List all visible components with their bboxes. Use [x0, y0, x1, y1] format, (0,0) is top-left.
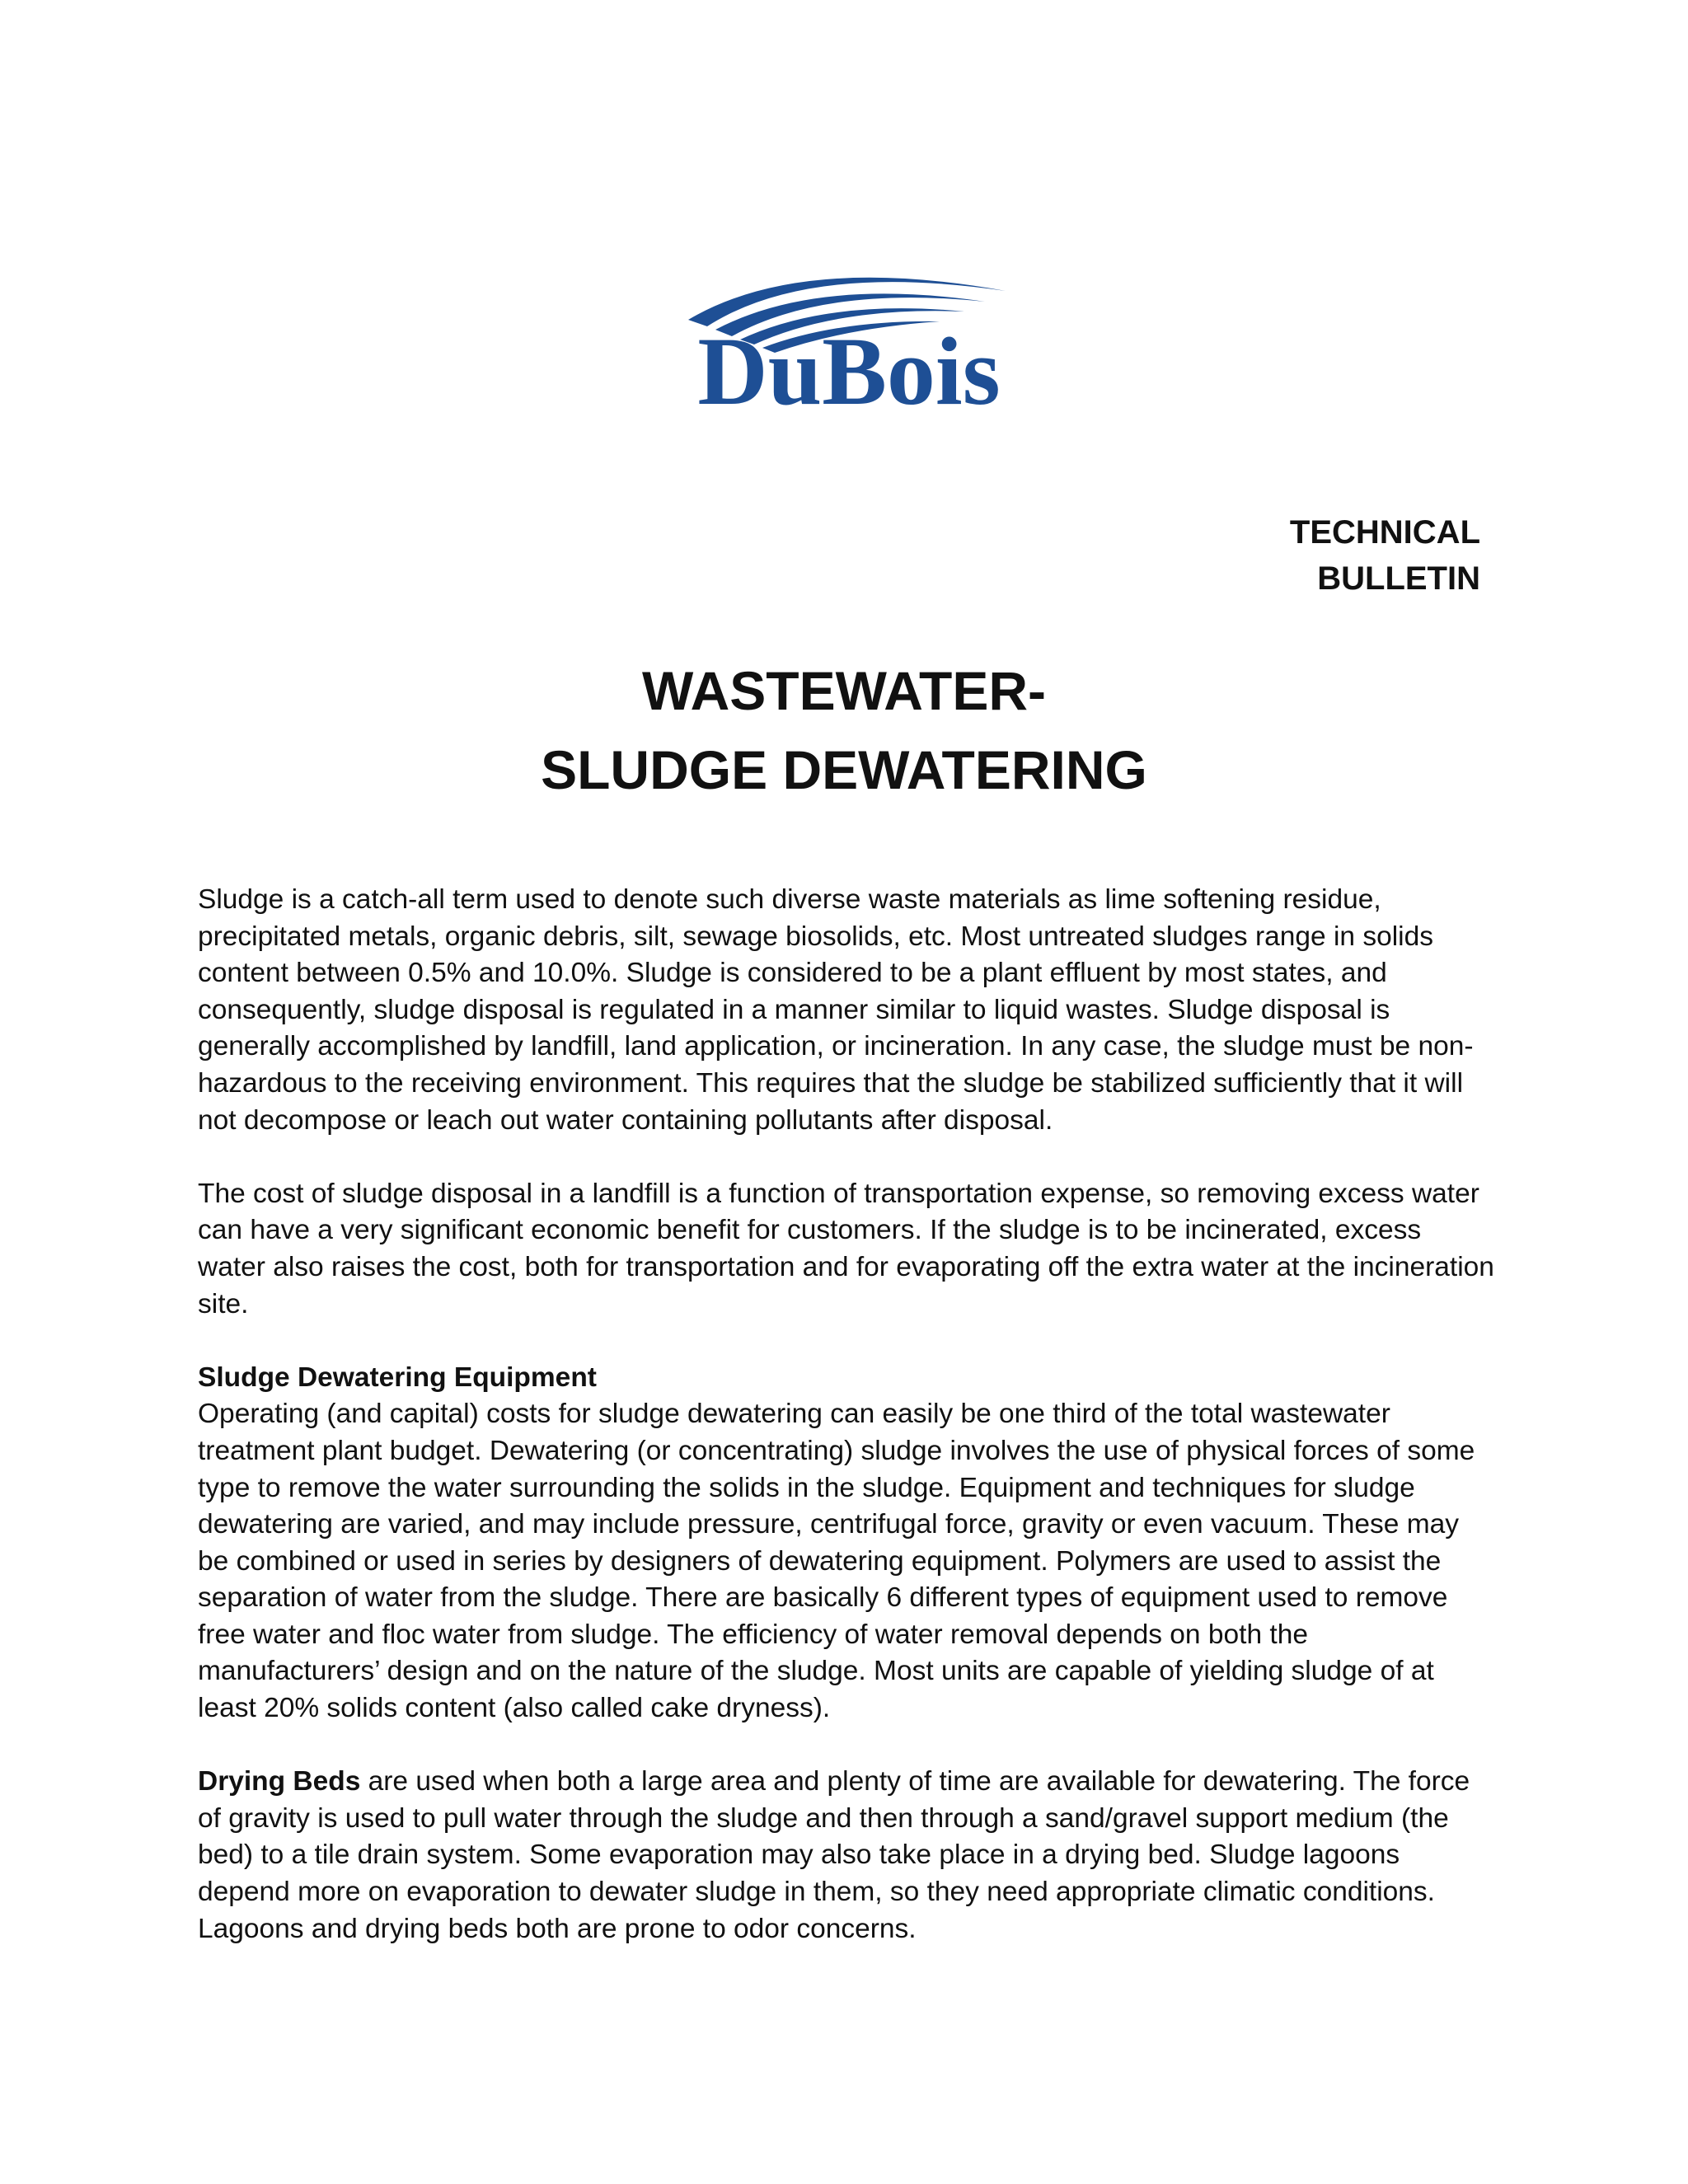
document-title [0, 651, 1688, 809]
paragraph-disposal-cost: The cost of sludge disposal in a landfill is a function of transportation expense, so removing excess water can have a very significant economic benefit for customers. If the sludge is to be incinerated, excess water also raises the cost, both for transportation and for evaporating off the extra water at the incineration site. [198, 1178, 1494, 1319]
dubois-logo-graphic [610, 262, 1088, 419]
paragraph-sludge-definition: Sludge is a catch-all term used to denote such diverse waste materials as lime softening residue, precipitated metals, organic debris, silt, sewage biosolids, etc. Most untreated sludges range in solids content between 0.5% and 10.0%. Sludge is considered to be a plant effluent by most states, and consequently, sludge disposal is regulated in a manner similar to liquid wastes. Sludge disposal is generally accomplished by landfill, land application, or incineration. In any case, the sludge must be non-hazardous to the receiving environment. This requires that the sludge be stabilized sufficiently that it will not decompose or leach out water containing pollutants after disposal. [198, 884, 1474, 1136]
dubois-logo [610, 262, 1088, 419]
paragraph-dewatering-equipment: Operating (and capital) costs for sludge dewatering can easily be one third of the total wastewater treatment plant budget. Dewatering (or concentrating) sludge involves the use of physical forces of some type to remove the water surrounding the solids in the sludge. Equipment and techniques for sludge dewatering are varied, and may include pressure, centrifugal force, gravity or even vacuum. These may be combined or used in series by designers of dewatering equipment. Polymers are used to assist the separation of water from the sludge. There are basically 6 different types of equipment used to remove free water and floc water from sludge. The efficiency of water removal depends on both the manufacturers’ design and on the nature of the sludge. Most units are capable of yielding sludge of at least 20% solids content (also called cake dryness). [198, 1399, 1475, 1724]
paragraph-drying-beds [198, 1764, 1496, 1947]
section-heading-dewatering-equipment: Sludge Dewatering Equipment [198, 1361, 597, 1393]
drying-beds-description: are used when both a large area and plenty of time are available for dewatering. The force of gravity is used to pull water through the sludge and then through a sand/gravel support medium (the bed) to a tile drain system. Some evaporation may also take place in a drying bed. Sludge lagoons depend more on evaporation to dewater sludge in them, so they need appropriate climatic conditions. Lagoons and drying beds both are prone to odor concerns. [198, 1766, 1470, 1944]
drying-beds-term: Drying Beds [198, 1766, 361, 1797]
title-line-1: WASTEWATER- [641, 660, 1047, 721]
technical-bulletin-label [1290, 509, 1480, 602]
title-line-2: SLUDGE DEWATERING [541, 739, 1147, 800]
logo-wordmark: DuBois [697, 317, 1001, 419]
bulletin-line-2: BULLETIN [1317, 560, 1480, 597]
bulletin-line-1: TECHNICAL [1289, 514, 1480, 551]
document-body [198, 882, 1496, 1947]
